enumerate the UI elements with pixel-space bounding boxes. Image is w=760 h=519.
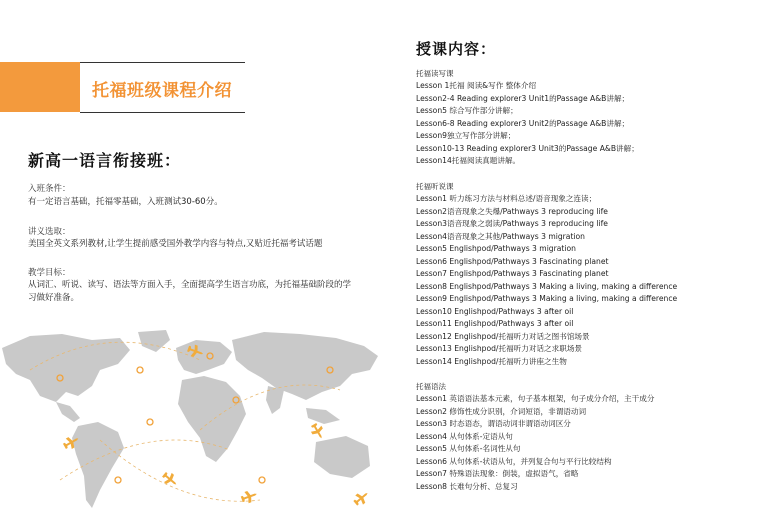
listening-speaking-section [416,181,746,368]
airplane-icon [308,421,326,441]
airplane-icon [240,488,259,505]
location-pin-icon [259,477,265,483]
lesson-item: Lesson1 英语语法基本元素，句子基本框架，句子成分介绍，主干成分 [416,394,655,403]
south-america-shape [72,422,124,508]
title-bottom-rule [80,112,245,113]
goal-text: 从词汇、听说、读写、语法等方面入手，全面提高学生语言功底，为托福基础阶段的学习做好准备。 [28,280,352,303]
africa-shape [178,376,246,462]
lesson-item: Lesson11 Englishpod/Pathways 3 after oil [416,319,574,328]
lesson-item: Lesson5 从句体系-名词性从句 [416,444,521,453]
lesson-item: Lesson13 Englishpod/托福听力对话之求职场景 [416,344,583,353]
lesson-item: Lesson2 修饰性成分识别，介词短语，非谓语动词 [416,406,587,416]
location-pin-icon [147,419,153,425]
admission-label: 入班条件： [28,184,71,194]
admission-text: 有一定语言基础，托福零基础，入班测试30-60分。 [28,197,223,207]
lesson-item: Lesson8 Englishpod/Pathways 3 Making a living, making a difference [416,281,678,291]
lesson-item: Lesson10-13 Reading explorer3 Unit3的Passage A&B讲解； [416,143,639,153]
lesson-list [416,393,746,493]
lesson-item: Lesson4 从句体系-定语从句 [416,431,513,441]
page-title: 托福班级课程介绍 [92,81,232,101]
greenland-shape [138,330,170,352]
section-heading: 托福听说课 [416,182,454,191]
lesson-item: Lesson3语音现象之弱读/Pathways 3 reproducing life [416,219,608,228]
reading-writing-section [416,68,746,168]
lesson-item: Lesson14托福阅读真题讲解。 [416,156,521,165]
lesson-item: Lesson5 综合写作部分讲解； [416,106,518,115]
lesson-item: Lesson 1托福 阅读&写作 整体介绍 [416,81,537,90]
lesson-item: Lesson7 特殊语法现象：倒装，虚拟语气，省略 [416,469,579,478]
lesson-list [416,80,746,168]
lesson-item: Lesson10 Englishpod/Pathways 3 after oil [416,306,574,316]
location-pin-icon [137,367,143,373]
lesson-item: Lesson12 Englishpod/托福听力对话之图书馆场景 [416,331,590,341]
grammar-section [416,381,746,493]
lesson-item: Lesson8 长难句分析、总复习 [416,481,518,491]
central-america-shape [56,402,80,422]
world-map-illustration [0,330,380,519]
materials-text: 美国全英文系列教材,让学生提前感受国外教学内容与特点,又贴近托福考试话题 [28,239,323,249]
course-content-heading: 授课内容： [416,40,497,58]
lesson-item: Lesson14 Englishpod/托福听力讲座之生物 [416,356,567,366]
lesson-item: Lesson3 时态语态，谓语动词非谓语动词区分 [416,419,571,428]
lesson-item: Lesson2语音现象之失爆/Pathways 3 reproducing life [416,206,608,216]
airplane-icon [351,488,371,507]
goal-label: 教学目标： [28,268,71,278]
lesson-item: Lesson9 Englishpod/Pathways 3 Making a living, making a difference [416,294,678,303]
asia-shape [232,332,378,400]
lesson-item: Lesson5 Englishpod/Pathways 3 migration [416,244,576,253]
section-heading: 托福读写课 [416,69,454,78]
lesson-item: Lesson7 Englishpod/Pathways 3 Fascinating planet [416,269,609,278]
lesson-item: Lesson6-8 Reading explorer3 Unit2的Passage A&B讲解； [416,118,630,128]
flight-path-4 [100,440,260,501]
materials-label: 讲义选取： [28,227,71,237]
lesson-list [416,193,746,368]
location-pin-icon [115,477,121,483]
southeast-asia-shape [306,408,340,424]
europe-shape [176,340,232,374]
accent-block [0,62,80,112]
lesson-item: Lesson1 听力练习方法与材料总述/语音现象之连读； [416,194,597,203]
lesson-item: Lesson6 Englishpod/Pathways 3 Fascinating planet [416,256,609,266]
lesson-item: Lesson2-4 Reading explorer3 Unit1的Passage A&B讲解； [416,93,630,103]
lesson-item: Lesson9独立写作部分讲解； [416,131,516,140]
class-name-heading: 新高一语言衔接班： [28,151,182,170]
north-america-shape [2,334,130,402]
lesson-item: Lesson6 从句体系-状语从句，并列复合句与平行比较结构 [416,456,612,466]
australia-shape [314,436,370,478]
section-heading: 托福语法 [416,382,446,391]
lesson-item: Lesson4语音现象之其他/Pathways 3 migration [416,231,585,241]
title-top-rule [80,62,245,63]
